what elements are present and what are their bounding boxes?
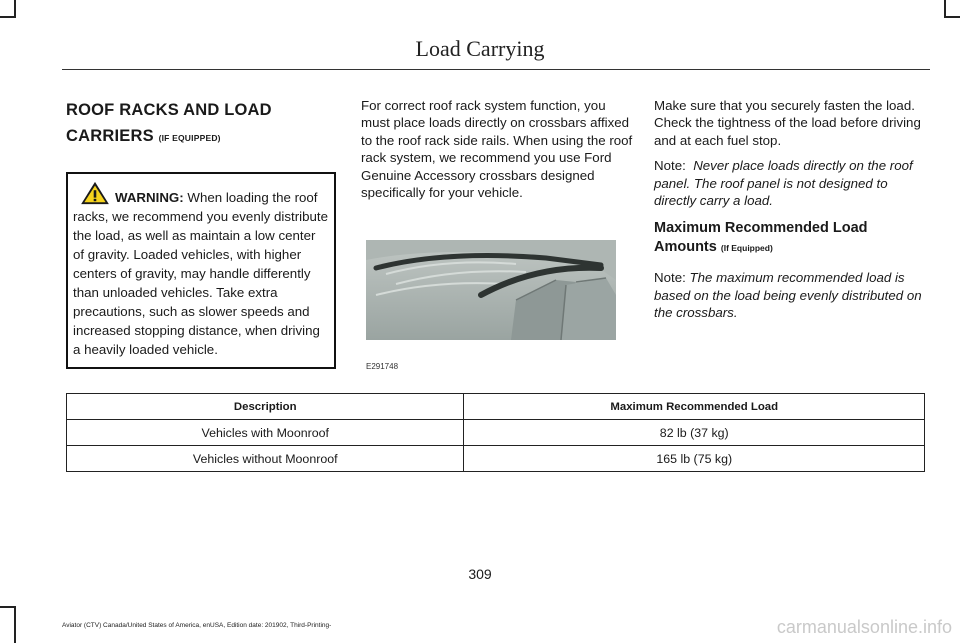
warning-triangle-icon bbox=[79, 181, 111, 205]
crop-mark bbox=[0, 16, 16, 18]
warning-box bbox=[66, 172, 336, 369]
table-cell: Vehicles with Moonroof bbox=[67, 420, 464, 446]
watermark: carmanualsonline.info bbox=[776, 617, 952, 637]
subheading-text: Maximum Recommended Load Amounts bbox=[654, 220, 868, 256]
section-heading bbox=[66, 97, 334, 151]
note-text: Never place loads directly on the roof panel. The roof panel is not designed to directly carry a load. bbox=[654, 158, 913, 209]
page-title: Load Carrying bbox=[415, 36, 545, 61]
crop-mark bbox=[0, 606, 16, 608]
heading-line-2: CARRIERS bbox=[66, 127, 154, 145]
subheading bbox=[654, 219, 930, 258]
table-row bbox=[67, 446, 925, 472]
note-load-distribution bbox=[654, 269, 930, 321]
table-row bbox=[67, 420, 925, 446]
right-column bbox=[654, 97, 930, 330]
crop-mark bbox=[944, 16, 960, 18]
left-column bbox=[66, 97, 334, 369]
figure-code: E291748 bbox=[366, 362, 399, 371]
fasten-paragraph: Make sure that you securely fasten the load. Check the tightness of the load before driving and at each fuel stop. bbox=[654, 98, 921, 148]
note-label: Note: bbox=[654, 158, 686, 174]
note-text: The maximum recommended load is based on the load being evenly distributed on the crossbars. bbox=[654, 270, 922, 321]
roof-rack-paragraph: For correct roof rack system function, you must place loads directly on crossbars affixed to the roof rack side rails. When using the roof rack system, we recommend you use Ford Genuine Accessory crossbars designed specifically for your vehicle. bbox=[361, 98, 633, 201]
subheading-suffix: (If Equipped) bbox=[720, 243, 773, 254]
table-cell: 82 lb (37 kg) bbox=[464, 420, 925, 446]
note-label: Note: bbox=[654, 270, 686, 286]
table-cell: Vehicles without Moonroof bbox=[67, 446, 464, 472]
column-header: Description bbox=[67, 394, 464, 420]
heading-line-1: ROOF RACKS AND LOAD bbox=[66, 101, 272, 119]
load-table bbox=[66, 393, 925, 472]
footer-text: Aviator (CTV) Canada/United States of America, enUSA, Edition date: 201902, Third-Printing- bbox=[62, 622, 332, 629]
warning-text: When loading the roof racks, we recommend you evenly distribute the load, as well as maintain a low center of gravity. Loaded vehicles, with higher centers of gravity, may handle differently than unloaded vehicles. Take extra precautions, such as slower speeds and increased stopping distance, when driving a heavily loaded vehicle. bbox=[73, 190, 328, 357]
table-cell: 165 lb (75 kg) bbox=[464, 446, 925, 472]
warning-label: WARNING: bbox=[115, 190, 184, 205]
crop-mark bbox=[14, 606, 16, 643]
middle-column bbox=[361, 97, 633, 209]
roof-rack-illustration bbox=[366, 240, 616, 340]
page-number: 309 bbox=[468, 566, 492, 582]
header-divider bbox=[62, 69, 930, 70]
note-roof-panel bbox=[654, 157, 930, 209]
table-header-row bbox=[67, 394, 925, 420]
column-header: Maximum Recommended Load bbox=[464, 394, 925, 420]
heading-suffix: (IF EQUIPPED) bbox=[158, 133, 221, 143]
